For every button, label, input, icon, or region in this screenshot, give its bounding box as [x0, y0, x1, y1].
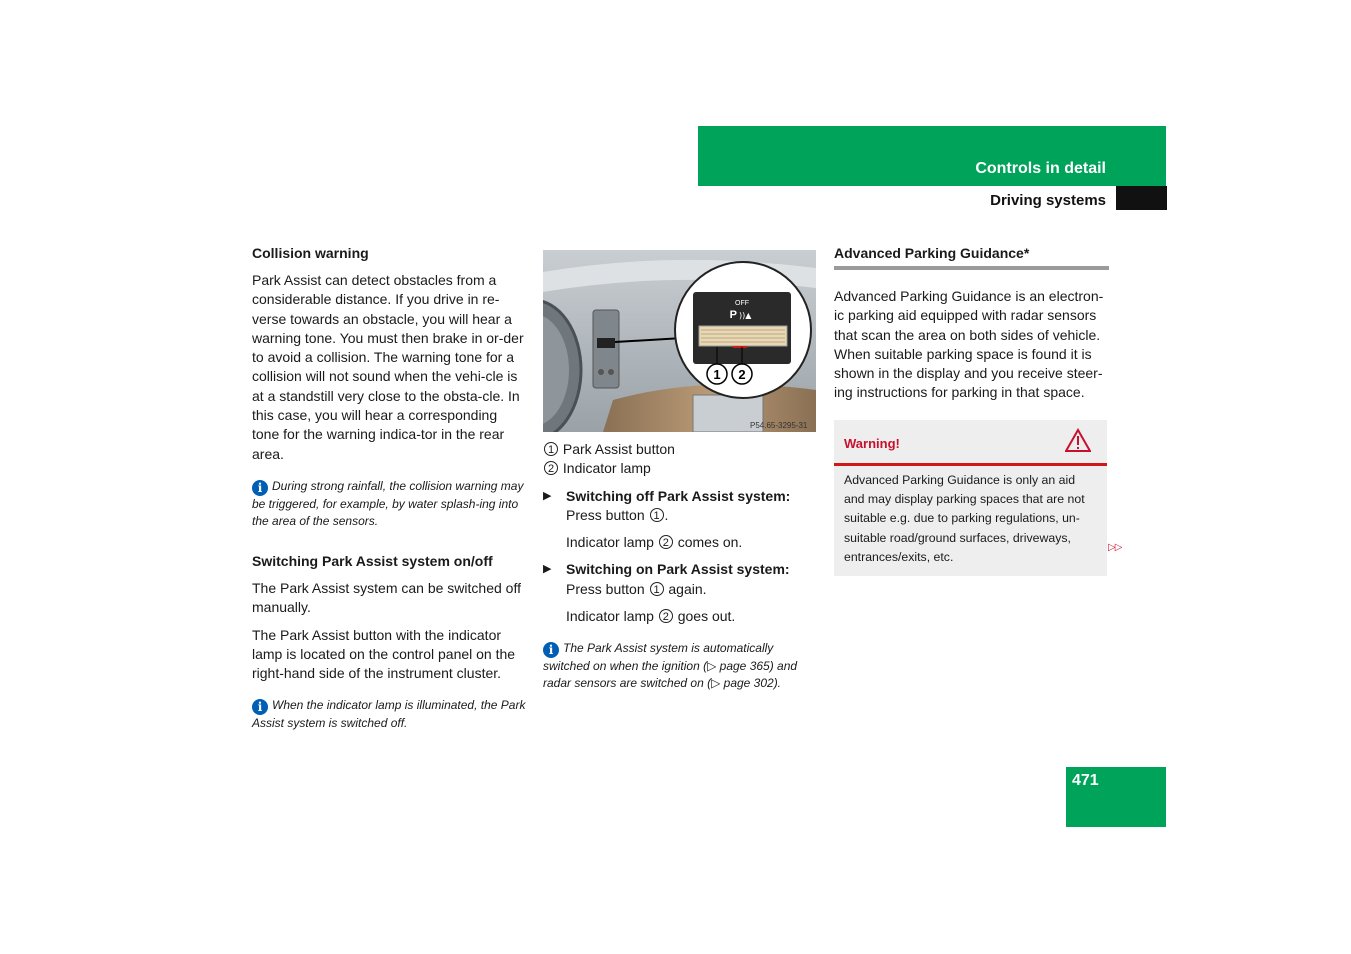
- callout-2: 2: [738, 367, 746, 382]
- heading-collision-warning: Collision warning: [252, 245, 369, 261]
- column-left: [252, 244, 528, 732]
- svg-text:))▲: ))▲: [739, 311, 752, 320]
- column-right: [834, 244, 1109, 576]
- step-title: Switching off Park Assist system:: [566, 487, 791, 504]
- switching-text-1: The Park Assist system can be switched off manually.: [252, 579, 521, 616]
- section-title: Controls in detail: [975, 160, 1106, 177]
- page-number: 471: [1072, 772, 1099, 789]
- legend-item-1: 1 Park Assist button: [543, 440, 819, 459]
- button-off-text: OFF: [735, 300, 749, 307]
- figure-code: P54.65-3295-31: [750, 421, 808, 430]
- park-assist-figure: [543, 250, 816, 432]
- info-icon: i: [543, 642, 559, 658]
- button-p-text: P: [729, 309, 737, 321]
- warning-label: Warning!: [844, 435, 900, 451]
- subsection-title: Driving systems: [990, 192, 1106, 209]
- info-note: [252, 478, 528, 530]
- warning-triangle-icon: [1065, 428, 1091, 452]
- indicator-lamp: [733, 346, 747, 348]
- bullet-triangle-icon: ▶: [543, 563, 552, 576]
- callout-1: 1: [713, 367, 721, 382]
- info-note: [543, 640, 819, 692]
- info-note-text: When the indicator lamp is illuminated, the Park Assist system is switched off.: [252, 698, 526, 731]
- info-note: [252, 697, 528, 732]
- dashboard-illustration: [543, 250, 816, 432]
- advanced-parking-text: Advanced Parking Guidance is an electron-ic parking aid equipped with radar sensors that scan the area on both sides of vehicle. When suitable parking space is found it is shown in the display and you receive steer-ing instructions for parking in that space.: [834, 288, 1104, 401]
- info-note-text: During strong rainfall, the collision warning may be triggered, for example, by water splash-ing into the area of the sensors.: [252, 478, 524, 528]
- info-note-text: The Park Assist system is automatically switched on when the ignition (▷ page 365) and radar sensors are switched on (▷ page 302).: [543, 641, 798, 691]
- warning-text: Advanced Parking Guidance is only an aid and may display parking spaces that are not suitable e.g. due to parking regulations, un-suitable road/ground surfaces, driveways, entrances/exits, etc.: [844, 472, 1085, 564]
- subsection-tab: [1116, 186, 1167, 210]
- info-icon: i: [252, 699, 268, 715]
- info-icon: i: [252, 480, 268, 496]
- switching-text-2: The Park Assist button with the indicator lamp is located on the control panel on the right-hand side of the instrument cluster.: [252, 626, 516, 682]
- legend-item-2: 2 Indicator lamp: [543, 459, 819, 478]
- continue-arrows-icon: ▷▷: [1108, 542, 1122, 553]
- park-assist-button-small: [597, 338, 615, 348]
- column-middle: [543, 250, 819, 692]
- step-title: Switching on Park Assist system:: [566, 561, 790, 578]
- bullet-triangle-icon: ▶: [543, 489, 552, 502]
- step-switch-off: ▶ Switching off Park Assist system: Press button 1 . Indicator lamp 2 comes on.: [543, 487, 819, 553]
- heading-switching: Switching Park Assist system on/off: [252, 552, 493, 569]
- warning-box: [834, 420, 1107, 576]
- heading-advanced-parking: Advanced Parking Guidance*: [834, 244, 1109, 270]
- step-switch-on: ▶ Switching on Park Assist system: Press button 1 again. Indicator lamp 2 goes out.: [543, 560, 819, 626]
- collision-warning-text: Park Assist can detect obstacles from a considerable distance. If you drive in re-verse towards an obstacle, you will hear a warning tone. You must then brake in or-der to avoid a collision. The warning tone for a collision will not sound when the vehi-cle is at a standstill very close to the obsta-cle. In this case, you will hear a corresponding tone for the warning indica-tor in the rear area.: [252, 272, 524, 462]
